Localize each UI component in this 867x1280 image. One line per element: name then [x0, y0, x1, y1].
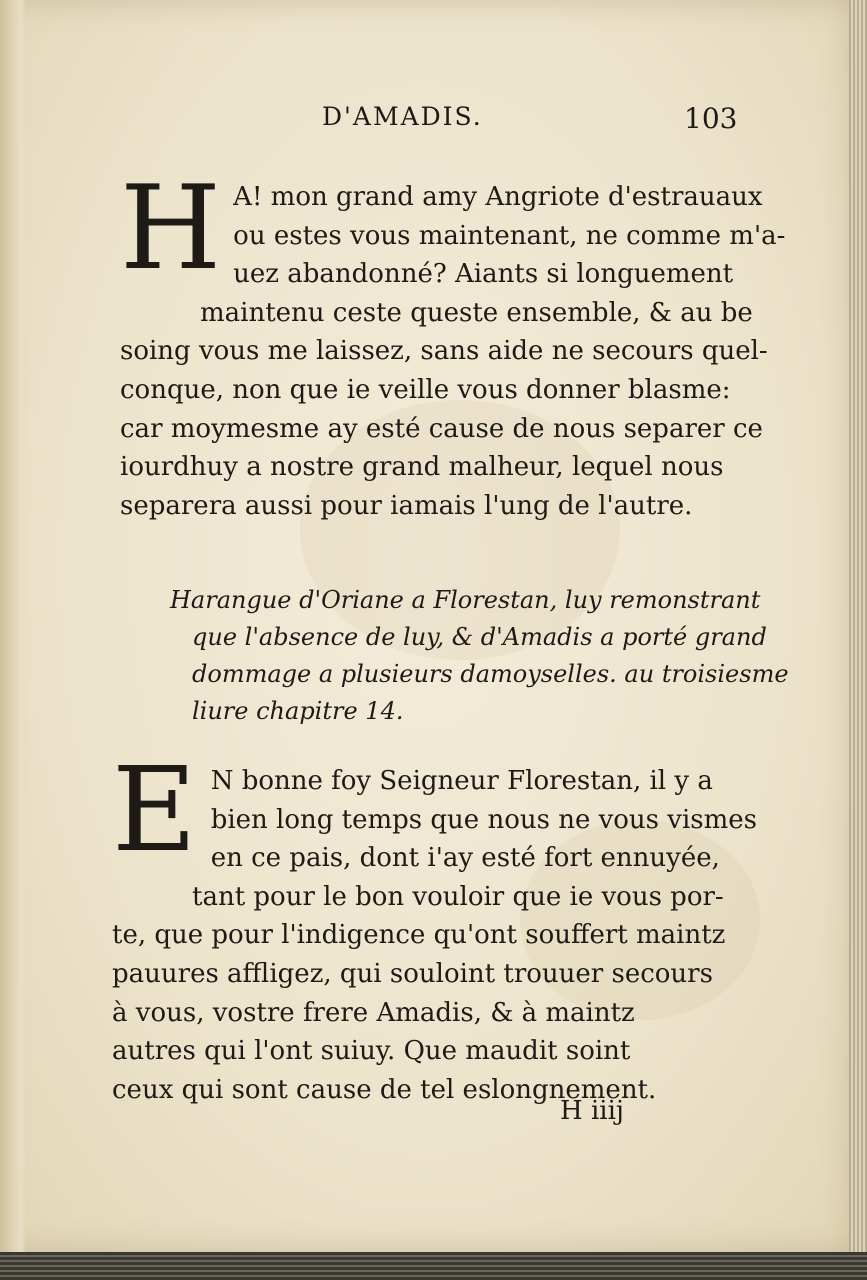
text-line: ceux qui sont cause de tel eslongnement. — [112, 1074, 657, 1105]
text-line: en ce pais, dont i'ay esté fort ennuyée, — [210, 843, 720, 874]
heading-line: liure chapitre 14. — [192, 697, 404, 725]
paragraph-1 — [120, 161, 786, 525]
text-line: car moymesme ay esté cause de nous separer ce — [120, 413, 763, 444]
text-line: soing vous me laissez, sans aide ne secours quel- — [120, 336, 768, 367]
running-head: D'AMADIS. — [322, 102, 483, 131]
page-header — [0, 100, 852, 140]
text-line: bien long temps que nous ne vous vismes — [210, 804, 758, 835]
text-line: te, que pour l'indigence qu'ont souffert maintz — [112, 920, 726, 951]
text-line: maintenu ceste queste ensemble, & au be — [200, 297, 753, 328]
paragraph-2 — [112, 743, 758, 1109]
text-line: pauures affligez, qui souloint trouuer secours — [112, 958, 713, 989]
chapter-heading — [170, 582, 789, 730]
signature-mark: H iiij — [560, 1096, 624, 1126]
drop-cap: H — [120, 161, 222, 296]
text-line: N bonne foy Seigneur Florestan, il y a — [210, 766, 713, 796]
text-line: uez abandonné? Aiants si longuement — [233, 259, 734, 290]
text-line: autres qui l'ont suiuy. Que maudit soint — [112, 1036, 631, 1067]
text-line: ou estes vous maintenant, ne comme m'a- — [233, 220, 786, 251]
page-edges — [849, 0, 867, 1280]
heading-line: Harangue d'Oriane a Florestan, luy remonstrant — [170, 586, 761, 614]
text-line: A! mon grand amy Angriote d'estrauaux — [233, 182, 763, 212]
heading-line: dommage a plusieurs damoyselles. au troisiesme — [192, 660, 789, 688]
page-number: 103 — [684, 102, 738, 135]
text-line: tant pour le bon vouloir que ie vous por- — [192, 881, 724, 912]
heading-line: que l'absence de luy, & d'Amadis a porté grand — [192, 623, 767, 651]
text-line: à vous, vostre frere Amadis, & à maintz — [112, 997, 635, 1028]
text-line: iourdhuy a nostre grand malheur, lequel nous — [120, 452, 724, 483]
book-bottom-edge — [0, 1252, 867, 1280]
text-line: separera aussi pour iamais l'ung de l'autre. — [120, 490, 693, 521]
text-line: conque, non que ie veille vous donner blasme: — [120, 374, 731, 405]
gutter-fold — [0, 0, 26, 1252]
drop-cap: E — [112, 743, 197, 878]
